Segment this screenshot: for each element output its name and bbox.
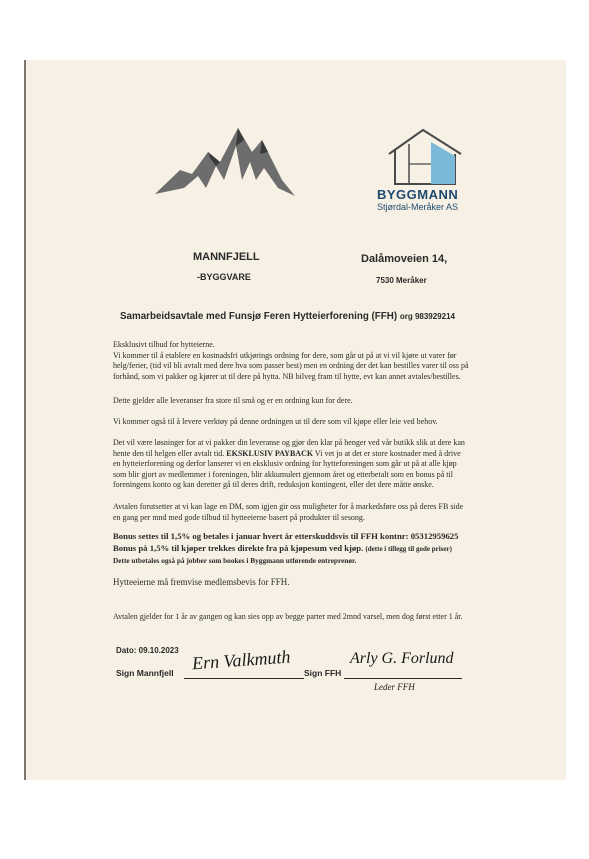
- paragraph-offer: [113, 340, 533, 382]
- sign-left-label: Sign Mannfjell: [116, 668, 174, 678]
- byggmann-logo-name: BYGGMANN: [377, 187, 459, 202]
- exclusive-payback-label: EKSKLUSIV PAYBACK: [226, 448, 314, 458]
- paragraph-marketing: [113, 502, 533, 523]
- validity-note: Avtalen gjelder for 1 år av gangen og kan sies opp av begge parter med 2mnd varsel, men dog først etter 1 år.: [113, 612, 463, 621]
- text-line: som blir gjort av medlemmer i foreningen, blir akkumulert gjennom året og etterbetalt som en bonus på til: [113, 469, 453, 479]
- text-line: Vi kommer til å etablere en kostnadsfri utkjørings ordning for dere, som går ut på at vi vil kjøre ut varer før: [113, 350, 457, 360]
- text-line: en gang per mnd med gode tilbud til hytteeierne basert på produkter til sesong.: [113, 512, 365, 522]
- text-line: foreningens konto og kan deretter gå til deres drift, reduksjon kontingent, eller det dere måtte ønske.: [113, 480, 434, 489]
- bonus-note: (dette i tillegg til gode priser): [365, 544, 452, 553]
- text-line: en hytteierforening og derfor lanserer vi en eksklusiv ordning for hytteforeningen som går ut på at alle kjøp: [113, 459, 457, 468]
- sign-right-label: Sign FFH: [304, 668, 342, 678]
- mountain-logo: [150, 122, 310, 222]
- paragraph-tools: Vi kommer også til å levere verktøy på denne ordningen ut til dere som vil kjøpe eller leie ved behov.: [113, 417, 438, 426]
- signature-right: Arly G. Forlund: [350, 650, 454, 667]
- text-span: Bonus på 1,5% til kjøper trekkes direkte fra på kjøpesum ved kjøp.: [113, 542, 364, 553]
- text-line: Avtalen forutsetter at vi kan lage en DM, som igjen gir oss muligheter for å markedsføre oss på deres FB side: [113, 502, 464, 511]
- text-line: helg/ferier, (tid vil bli avtalt med dere hva som passer best) men en ordning der det kan bestilles varer til oss på: [113, 361, 469, 370]
- paragraph-heading: Eksklusivt tilbud for hytteierne.: [113, 340, 215, 349]
- membership-note: Hytteeierne må fremvise medlemsbevis for FFH.: [113, 577, 290, 587]
- text-line: forhånd, som vi pakker og kjører ut til dere på hytta. NB bilveg fram til hytte, evt kan annet avtales/bestilles.: [113, 371, 461, 381]
- signature-left: Ern Valkmuth: [191, 646, 292, 674]
- company-name: MANNFJELL: [193, 251, 260, 263]
- byggmann-house-icon: [385, 124, 465, 186]
- bonus-line: Bonus settes til 1,5% og betales i januar hvert år etterskuddsvis til FFH kontnr: 05312959625: [113, 531, 459, 541]
- paragraph-payback: [113, 438, 533, 491]
- bonus-line: [113, 543, 533, 556]
- signature-right-role: Leder FFH: [374, 682, 415, 692]
- address-city: 7530 Meråker: [376, 276, 427, 285]
- signature-line-left: [184, 678, 304, 679]
- byggmann-logo-sub: Stjørdal-Meråker AS: [377, 202, 459, 212]
- signature-line-right: [344, 678, 462, 679]
- signature-date: Dato: 09.10.2023: [116, 646, 179, 655]
- text-line: Det vil være løsninger for at vi pakker din leveranse og gjør den klar på henger ved vår butikk slik at dere kan: [113, 438, 465, 447]
- bonus-line: Dette utbetales også på jobber som bookes i Byggmann utførende entreprenør.: [113, 556, 357, 565]
- agreement-title: [120, 311, 455, 322]
- bonus-terms: [113, 531, 533, 567]
- text-span: Vi vet jo at det er store kostnader med å drive: [314, 448, 461, 458]
- text-line: [113, 449, 533, 460]
- text-span: hente den til helgen eller avtalt tid.: [113, 448, 225, 458]
- paragraph-scope: Dette gjelder alle leveranser fra store til små og er en ordning kun for dere.: [113, 396, 353, 405]
- title-main: Samarbeidsavtale med Funsjø Feren Hytteierforening (FFH): [120, 311, 398, 322]
- address-street: Dalåmoveien 14,: [361, 253, 448, 265]
- title-org: org 983929214: [399, 312, 455, 321]
- company-subtitle: -BYGGVARE: [197, 272, 251, 282]
